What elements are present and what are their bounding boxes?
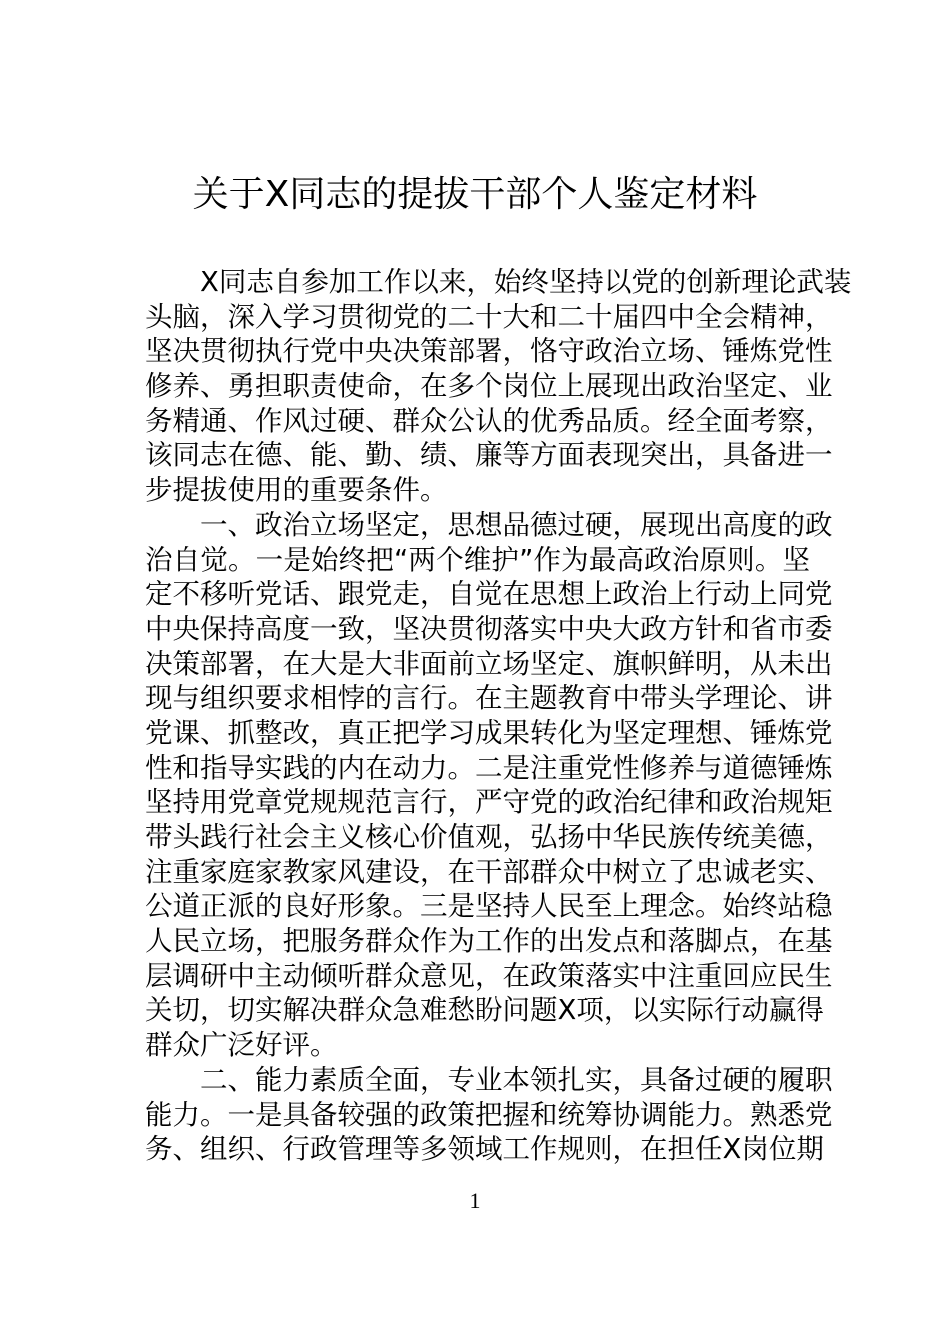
text-line: 头脑，深入学习贯彻党的二十大和二十届四中全会精神，: [145, 300, 833, 333]
document-body: [145, 265, 852, 1167]
text-line: 二、能力素质全面，专业本领扎实，具备过硬的履职: [200, 1063, 833, 1096]
document-title: 关于X同志的提拔干部个人鉴定材料: [192, 174, 758, 215]
text-line: 注重家庭家教家风建设，在干部群众中树立了忠诚老实、: [145, 855, 833, 888]
page-number: 1: [469, 1188, 481, 1213]
text-line: 治自觉。一是始终把“两个维护”作为最高政治原则。坚: [145, 543, 810, 576]
text-line: 该同志在德、能、勤、绩、廉等方面表现突出，具备进一: [145, 439, 833, 472]
text-line: 党课、抓整改，真正把学习成果转化为坚定理想、锤炼党: [145, 716, 833, 749]
text-line: 中央保持高度一致，坚决贯彻落实中央大政方针和省市委: [145, 612, 833, 645]
text-line: 能力。一是具备较强的政策把握和统筹协调能力。熟悉党: [145, 1098, 833, 1131]
text-line: 修养、勇担职责使命，在多个岗位上展现出政治坚定、业: [145, 370, 833, 403]
text-line: 定不移听党话、跟党走，自觉在思想上政治上行动上同党: [145, 578, 833, 611]
text-line: 性和指导实践的内在动力。二是注重党性修养与道德锤炼: [145, 751, 833, 784]
paragraph: [145, 1063, 833, 1167]
text-line: 带头践行社会主义核心价值观，弘扬中华民族传统美德，: [145, 821, 833, 853]
text-line: 决策部署，在大是大非面前立场坚定、旗帜鲜明，从未出: [145, 647, 833, 680]
text-line: 步提拔使用的重要条件。: [145, 474, 448, 507]
text-line: 人民立场，把服务群众作为工作的出发点和落脚点，在基: [145, 925, 833, 958]
text-line: 务、组织、行政管理等多领域工作规则，在担任X岗位期: [145, 1133, 824, 1166]
text-line: 务精通、作风过硬、群众公认的优秀品质。经全面考察，: [145, 404, 833, 437]
paragraph: [145, 265, 852, 508]
text-line: X同志自参加工作以来，始终坚持以党的创新理论武装: [200, 266, 852, 298]
text-line: 一、政治立场坚定，思想品德过硬，展现出高度的政: [200, 508, 833, 541]
text-line: 坚持用党章党规规范言行，严守党的政治纪律和政治规矩: [145, 786, 833, 819]
text-line: 层调研中主动倾听群众意见，在政策落实中注重回应民生: [145, 959, 833, 992]
text-line: 坚决贯彻执行党中央决策部署，恪守政治立场、锤炼党性: [145, 335, 833, 368]
text-line: 现与组织要求相悖的言行。在主题教育中带头学理论、讲: [145, 682, 833, 715]
text-line: 公道正派的良好形象。三是坚持人民至上理念。始终站稳: [145, 890, 833, 923]
paragraph: [145, 508, 833, 1063]
text-line: 群众广泛好评。: [145, 1029, 338, 1062]
text-line: 关切，切实解决群众急难愁盼问题X项，以实际行动赢得: [145, 994, 824, 1027]
